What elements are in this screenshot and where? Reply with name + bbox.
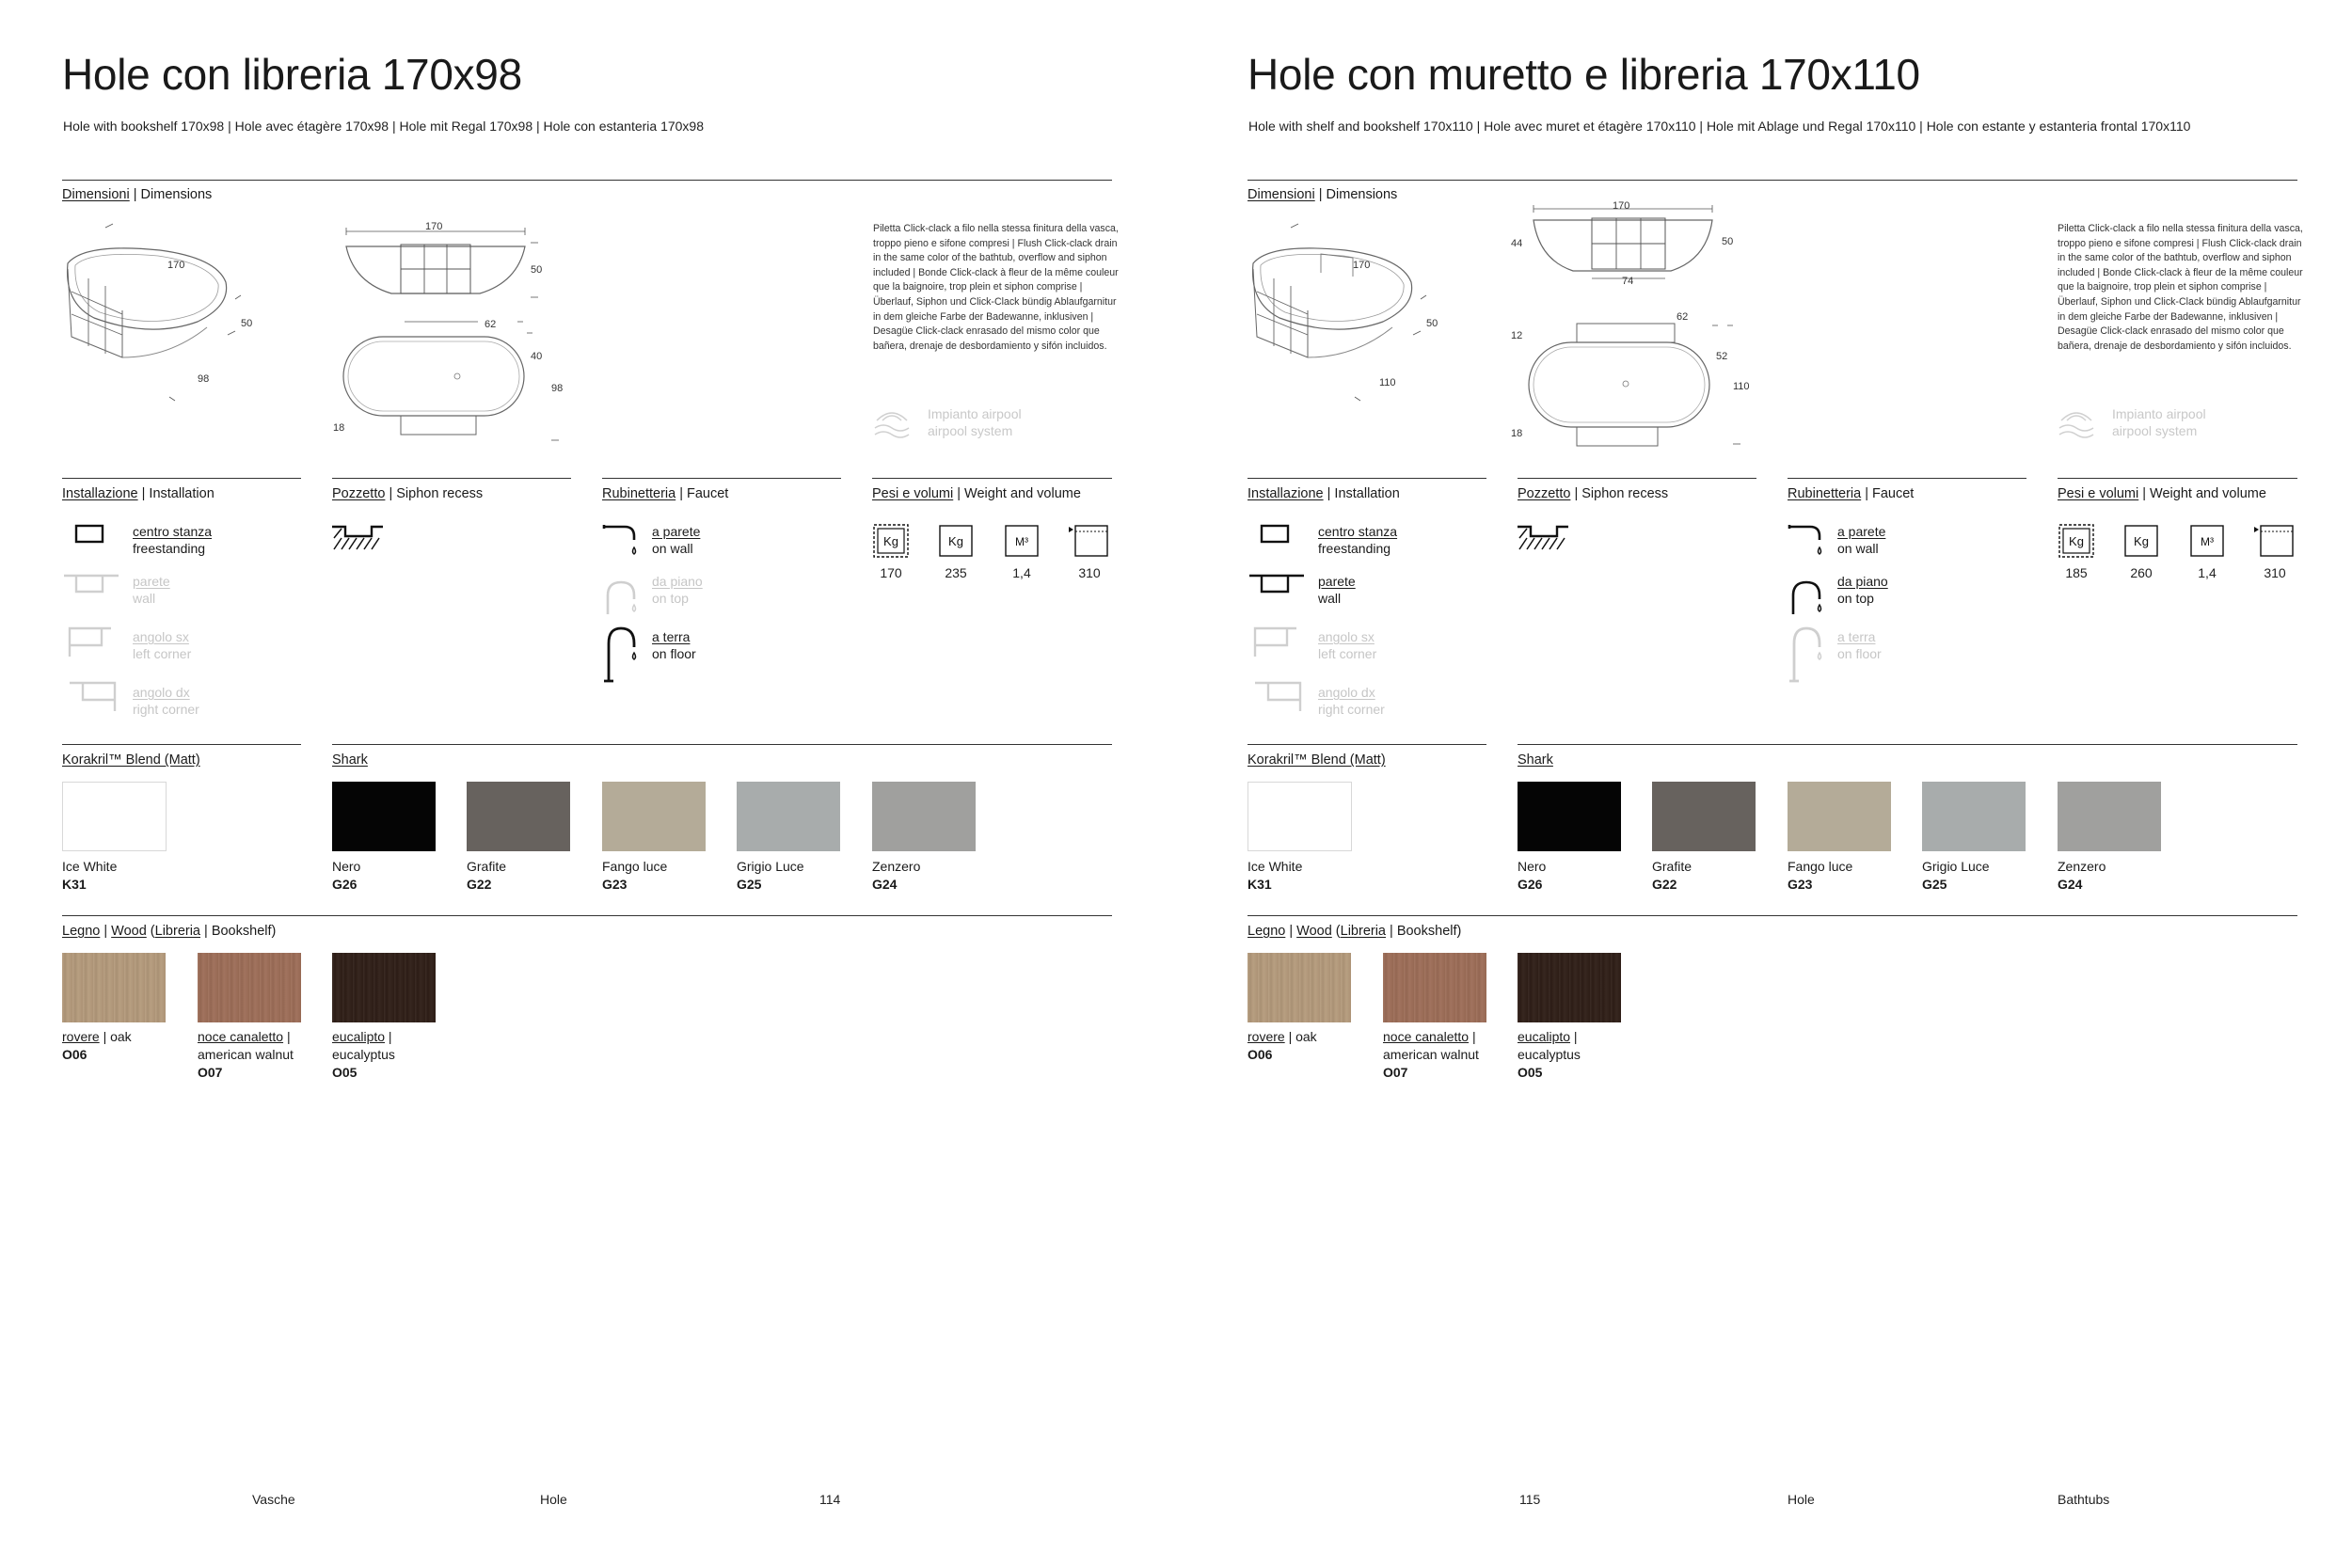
- divider: [62, 915, 1112, 916]
- siphon-heading: Pozzetto | Siphon recess: [332, 486, 484, 501]
- swatch-label: Grafite G22: [467, 859, 507, 892]
- dim-label: 50: [241, 318, 253, 329]
- kg-gross-weight-icon: [2122, 523, 2161, 559]
- swatch-label: Nero G26: [332, 859, 361, 892]
- kg-gross-weight-icon: [936, 523, 976, 559]
- wood-swatch-eucalyptus[interactable]: [1518, 953, 1621, 1022]
- dim-label: 98: [551, 383, 564, 394]
- installation-heading: Installazione | Installation: [1248, 486, 1400, 501]
- dim-label: 170: [1613, 200, 1630, 212]
- dim-label: 170: [425, 221, 443, 232]
- wall-faucet-icon: [602, 523, 644, 561]
- divider: [1788, 478, 2026, 479]
- swatch-label: Fango luce G23: [1788, 859, 1853, 892]
- wood-label: eucalipto | eucalyptus O05: [1518, 1029, 1581, 1080]
- wood-label: eucalipto | eucalyptus O05: [332, 1029, 395, 1080]
- faucet-option-on-top: da piano on top: [652, 574, 703, 606]
- weight-item: [930, 523, 982, 580]
- top-faucet-icon: [602, 571, 644, 616]
- dim-label: 98: [198, 373, 210, 385]
- page-number: 114: [819, 1492, 841, 1507]
- weights-heading: Pesi e volumi | Weight and volume: [872, 486, 1081, 501]
- weight-value: 235: [945, 565, 967, 580]
- divider: [602, 478, 841, 479]
- korakril-heading: Korakril™ Blend (Matt): [62, 752, 200, 768]
- swatch-label: Fango luce G23: [602, 859, 668, 892]
- wall-faucet-icon: [1788, 523, 1829, 561]
- airpool-icon: [2058, 404, 2097, 441]
- weight-item: [2050, 523, 2103, 580]
- dim-label: 18: [333, 422, 345, 434]
- dim-label: 50: [1426, 318, 1438, 329]
- swatch-label: Grigio Luce G25: [1922, 859, 1990, 892]
- page-subtitle: Hole with bookshelf 170x98 | Hole avec étagère 170x98 | Hole mit Regal 170x98 | Hole con estanteria 170x98: [63, 119, 704, 134]
- floor-faucet-icon: [1788, 625, 1829, 683]
- faucet-option-on-floor: a terra on floor: [1837, 629, 1882, 661]
- faucet-heading: Rubinetteria | Faucet: [1788, 486, 1915, 501]
- installation-option-wall: parete wall: [1318, 574, 1356, 606]
- installation-option-freestanding: centro stanza freestanding: [133, 524, 213, 556]
- dim-label: 44: [1511, 238, 1523, 249]
- dim-label: 74: [1622, 276, 1634, 287]
- color-swatch-grafite[interactable]: [467, 782, 570, 851]
- swatch-label: Nero G26: [1518, 859, 1547, 892]
- wood-label: rovere | oak O06: [1248, 1029, 1317, 1062]
- color-swatch-nero[interactable]: [332, 782, 436, 851]
- installation-heading: Installazione | Installation: [62, 486, 215, 501]
- color-swatch-grigio-luce[interactable]: [737, 782, 840, 851]
- weight-item: [2249, 523, 2301, 580]
- floor-faucet-icon: [602, 625, 644, 683]
- weight-value: 310: [1078, 565, 1101, 580]
- swatch-label: Grigio Luce G25: [737, 859, 804, 892]
- dim-label: 52: [1716, 351, 1728, 362]
- faucet-heading: Rubinetteria | Faucet: [602, 486, 729, 501]
- water-capacity-icon: [1068, 523, 1111, 559]
- page-number: 115: [1519, 1492, 1541, 1507]
- siphon-recess-icon: [332, 523, 385, 553]
- airpool-label-en: airpool system: [928, 423, 1013, 438]
- weight-item: [2115, 523, 2168, 580]
- divider: [1248, 915, 2297, 916]
- divider: [62, 180, 1112, 181]
- faucet-option-on-wall: a parete on wall: [1837, 524, 1886, 556]
- color-swatch-fango-luce[interactable]: [602, 782, 706, 851]
- airpool-row: [873, 404, 1022, 441]
- dim-label: 170: [167, 260, 185, 271]
- swatch-label: Ice White K31: [62, 859, 118, 892]
- drain-note: Piletta Click-clack a filo nella stessa finitura della vasca, troppo pieno e sifone compresi | Flush Click-clack drain in the same color of the bathtub, overflow and siphon included | Bonde Click-clack à fleur de la même couleur que la baignoire, trop plein et siphon comprise | Überlauf, Siphon und Click-Clack bündig Ablaufgarnitur in dem gleiche Farbe der Badewanne, inklusiven | Desagüe Click-clack enrasado del mismo color que bañera, drenaje de desbordamiento y sifón incluidos.: [873, 223, 1119, 352]
- divider: [1248, 744, 1486, 745]
- swatch-label: Ice White K31: [1248, 859, 1303, 892]
- dim-label: 50: [1722, 236, 1734, 247]
- siphon-recess-icon: [1518, 523, 1570, 553]
- airpool-row: [2058, 404, 2206, 441]
- svg-text:M³: M³: [1015, 535, 1028, 548]
- dim-label: 110: [1733, 381, 1750, 392]
- page-subtitle: Hole with shelf and bookshelf 170x110 | Hole avec muret et étagère 170x110 | Hole mit Ablage und Regal 170x110 | Hole con estante y estanteria frontal 170x110: [1248, 119, 2191, 134]
- weight-item: [995, 523, 1048, 580]
- color-swatch-fango-luce[interactable]: [1788, 782, 1891, 851]
- weight-value: 1,4: [1012, 565, 1031, 580]
- installation-option-left-corner: angolo sx left corner: [133, 629, 192, 661]
- dim-label: 40: [531, 351, 543, 362]
- faucet-option-on-top: da piano on top: [1837, 574, 1888, 606]
- airpool-label-en: airpool system: [2112, 423, 2198, 438]
- installation-option-freestanding: centro stanza freestanding: [1318, 524, 1398, 556]
- weight-value: 310: [2264, 565, 2286, 580]
- installation-option-right-corner: angolo dx right corner: [1318, 685, 1385, 717]
- right-corner-icon: [1248, 679, 1308, 713]
- dim-label: 12: [1511, 330, 1523, 341]
- svg-text:Kg: Kg: [883, 534, 898, 548]
- korakril-heading: Korakril™ Blend (Matt): [1248, 752, 1386, 768]
- divider: [62, 478, 301, 479]
- freestanding-icon: [1248, 521, 1308, 546]
- dim-label: 170: [1353, 260, 1371, 271]
- airpool-label-it: Impianto airpool: [928, 406, 1022, 421]
- wood-swatch-oak[interactable]: [62, 953, 166, 1022]
- divider: [2058, 478, 2297, 479]
- svg-text:Kg: Kg: [2069, 534, 2084, 548]
- weight-value: 260: [2130, 565, 2153, 580]
- color-swatch-ice-white[interactable]: [62, 782, 167, 851]
- dim-label: 18: [1511, 428, 1523, 439]
- faucet-option-on-wall: a parete on wall: [652, 524, 701, 556]
- weight-item: [1063, 523, 1116, 580]
- divider: [1518, 744, 2297, 745]
- weight-value: 1,4: [2198, 565, 2217, 580]
- color-swatch-zenzero[interactable]: [872, 782, 976, 851]
- color-swatch-ice-white[interactable]: [1248, 782, 1352, 851]
- divider: [1248, 478, 1486, 479]
- divider: [1248, 180, 2297, 181]
- page-title: Hole con libreria 170x98: [62, 50, 522, 99]
- dim-label: 110: [1379, 377, 1396, 388]
- footer-section: Bathtubs: [2058, 1492, 2110, 1507]
- weight-item: [865, 523, 917, 580]
- bathtub-front-plan-drawing: [1511, 198, 1759, 451]
- weight-value: 170: [880, 565, 902, 580]
- weights-heading: Pesi e volumi | Weight and volume: [2058, 486, 2266, 501]
- color-swatch-zenzero[interactable]: [2058, 782, 2161, 851]
- color-swatch-grigio-luce[interactable]: [1922, 782, 2026, 851]
- volume-icon: [1002, 523, 1041, 559]
- left-corner-icon: [1248, 625, 1308, 658]
- kg-net-weight-icon: [871, 523, 911, 559]
- volume-icon: [2187, 523, 2227, 559]
- airpool-label-it: Impianto airpool: [2112, 406, 2206, 421]
- top-faucet-icon: [1788, 571, 1829, 616]
- dim-label: 62: [485, 319, 497, 330]
- footer-product: Hole: [1788, 1492, 1815, 1507]
- wood-label: rovere | oak O06: [62, 1029, 132, 1062]
- installation-option-left-corner: angolo sx left corner: [1318, 629, 1377, 661]
- wood-swatch-oak[interactable]: [1248, 953, 1351, 1022]
- siphon-heading: Pozzetto | Siphon recess: [1518, 486, 1669, 501]
- weight-value: 185: [2065, 565, 2088, 580]
- left-corner-icon: [62, 625, 122, 658]
- dim-label: 62: [1677, 311, 1689, 323]
- bathtub-perspective-drawing: [56, 216, 263, 414]
- svg-text:M³: M³: [2201, 535, 2214, 548]
- footer-section: Vasche: [252, 1492, 295, 1507]
- wood-heading: Legno | Wood (Libreria | Bookshelf): [62, 924, 277, 939]
- divider: [332, 478, 571, 479]
- wood-swatch-walnut[interactable]: [198, 953, 301, 1022]
- dimensions-heading: Dimensioni | Dimensions: [1248, 187, 1398, 202]
- footer-product: Hole: [540, 1492, 567, 1507]
- svg-text:Kg: Kg: [948, 534, 963, 548]
- color-swatch-nero[interactable]: [1518, 782, 1621, 851]
- right-corner-icon: [62, 679, 122, 713]
- svg-text:Kg: Kg: [2134, 534, 2149, 548]
- divider: [332, 744, 1112, 745]
- airpool-icon: [873, 404, 913, 441]
- drain-note: Piletta Click-clack a filo nella stessa finitura della vasca, troppo pieno e sifone compresi | Flush Click-clack drain in the same color of the bathtub, overflow and siphon included | Bonde Click-clack à fleur de la même couleur que la baignoire, trop plein et siphon comprise | Überlauf, Siphon und Click-Clack bündig Ablaufgarnitur in dem gleiche Farbe der Badewanne, inklusiven | Desagüe Click-clack enrasado del mismo color que bañera, drenaje de desbordamiento y sifón incluidos.: [2058, 223, 2303, 352]
- weight-item: [2181, 523, 2233, 580]
- divider: [62, 744, 301, 745]
- wood-label: noce canaletto | american walnut O07: [198, 1029, 294, 1080]
- divider: [872, 478, 1112, 479]
- kg-net-weight-icon: [2057, 523, 2096, 559]
- wall-icon: [62, 571, 122, 595]
- wood-heading: Legno | Wood (Libreria | Bookshelf): [1248, 924, 1462, 939]
- wood-swatch-walnut[interactable]: [1383, 953, 1486, 1022]
- dimensions-heading: Dimensioni | Dimensions: [62, 187, 213, 202]
- right-page: [1176, 0, 2352, 1568]
- color-swatch-grafite[interactable]: [1652, 782, 1756, 851]
- dim-label: 50: [531, 264, 543, 276]
- freestanding-icon: [62, 521, 122, 546]
- installation-option-wall: parete wall: [133, 574, 170, 606]
- page-title: Hole con muretto e libreria 170x110: [1248, 50, 1920, 99]
- bathtub-front-plan-drawing: [329, 222, 574, 448]
- faucet-option-on-floor: a terra on floor: [652, 629, 696, 661]
- bathtub-perspective-drawing: [1242, 216, 1449, 414]
- swatch-label: Grafite G22: [1652, 859, 1692, 892]
- shark-heading: Shark: [1518, 752, 1553, 768]
- swatch-label: Zenzero G24: [872, 859, 921, 892]
- water-capacity-icon: [2253, 523, 2296, 559]
- wood-swatch-eucalyptus[interactable]: [332, 953, 436, 1022]
- installation-option-right-corner: angolo dx right corner: [133, 685, 199, 717]
- divider: [1518, 478, 1756, 479]
- wall-icon: [1248, 571, 1308, 595]
- shark-heading: Shark: [332, 752, 368, 768]
- swatch-label: Zenzero G24: [2058, 859, 2106, 892]
- wood-label: noce canaletto | american walnut O07: [1383, 1029, 1479, 1080]
